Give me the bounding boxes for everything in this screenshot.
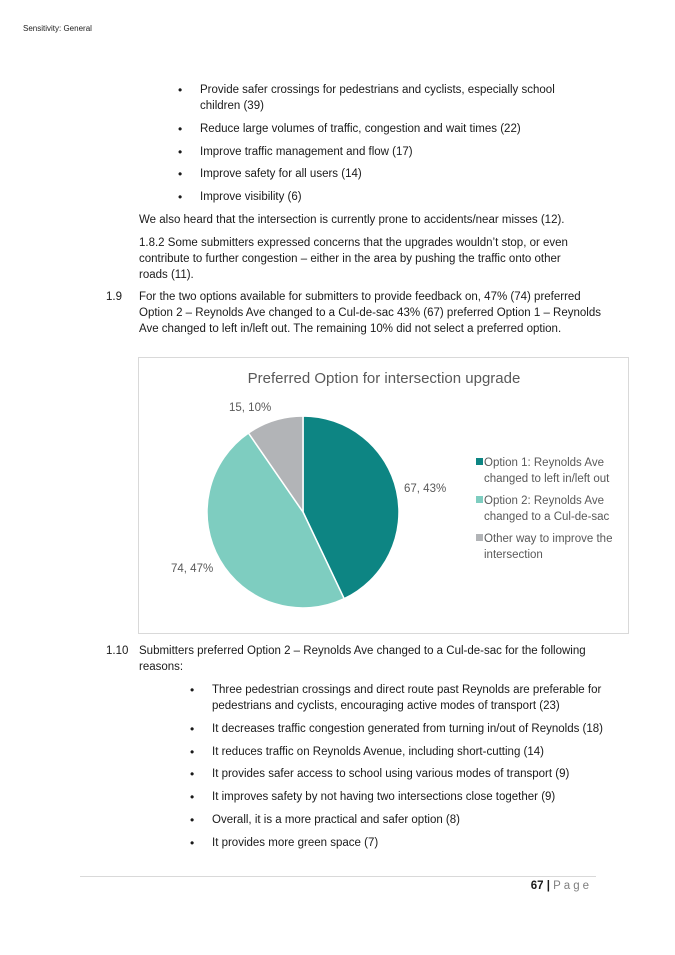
legend-label: changed to left in/left out [484, 473, 610, 485]
section-number: 1.10 [106, 645, 129, 657]
list-item: • Overall, it is a more practical and safer option (8) [190, 812, 610, 828]
legend-swatch [476, 496, 483, 503]
list-item: • Improve safety for all users (14) [178, 166, 578, 182]
section-text: Some submitters expressed concerns that the upgrades wouldn’t stop, or even contribute to further congestion – either in the area by pushing the traffic onto other roads (11). [139, 237, 568, 281]
list-item: • It reduces traffic on Reynolds Avenue, including short-cutting (14) [190, 744, 610, 760]
section-1-8-2 [139, 235, 589, 283]
chart-title: Preferred Option for intersection upgrade [247, 370, 521, 387]
legend-label: intersection [484, 549, 543, 561]
page-number [531, 880, 592, 892]
reasons-list-general [178, 82, 578, 212]
page-number-value: 67 [530, 880, 544, 892]
list-item: • Improve visibility (6) [178, 189, 578, 205]
legend-label: Option 1: Reynolds Ave [484, 457, 604, 469]
legend-label: changed to a Cul-de-sac [484, 511, 610, 523]
list-item: • It decreases traffic congestion generated from turning in/out of Reynolds (18) [190, 721, 610, 737]
page-separator: | [546, 880, 550, 892]
list-item: • It provides safer access to school using various modes of transport (9) [190, 766, 610, 782]
section-1-10 [106, 643, 606, 675]
footer-divider [80, 876, 596, 877]
legend-swatch [476, 458, 483, 465]
section-number: 1.9 [106, 291, 122, 303]
legend-label: Other way to improve the [484, 533, 613, 545]
data-label: 15, 10% [229, 402, 272, 414]
list-item: • Improve traffic management and flow (17) [178, 144, 578, 160]
page-word: Page [553, 880, 592, 892]
section-text: Submitters preferred Option 2 – Reynolds Ave changed to a Cul-de-sac for the following reasons: [139, 645, 586, 673]
list-item: • Provide safer crossings for pedestrians and cyclists, especially school children (39) [178, 82, 578, 114]
legend-label: Option 2: Reynolds Ave [484, 495, 604, 507]
data-label: 67, 43% [404, 483, 447, 495]
data-label: 74, 47% [171, 563, 214, 575]
sensitivity-label: Sensitivity: General [23, 24, 92, 33]
pie-chart-svg [139, 358, 630, 635]
list-item: • It provides more green space (7) [190, 835, 610, 851]
reasons-list-option2 [190, 682, 610, 858]
section-text: For the two options available for submitters to provide feedback on, 47% (74) preferred Option 2 – Reynolds Ave changed to a Cul-de-sac 43% (67) preferred Option 1 – Reynolds Ave changed to left in/left out. The remaining 10% did not select a preferred option. [139, 291, 601, 335]
pie-chart [138, 357, 629, 634]
accidents-paragraph: We also heard that the intersection is currently prone to accidents/near misses (12). [139, 214, 565, 226]
section-number: 1.8.2 [139, 237, 165, 249]
list-item: • Reduce large volumes of traffic, congestion and wait times (22) [178, 121, 578, 137]
section-1-9 [106, 289, 606, 337]
legend-swatch [476, 534, 483, 541]
list-item: • It improves safety by not having two intersections close together (9) [190, 789, 610, 805]
list-item: • Three pedestrian crossings and direct route past Reynolds are preferable for pedestrians and cyclists, encouraging active modes of transport (23) [190, 682, 610, 714]
